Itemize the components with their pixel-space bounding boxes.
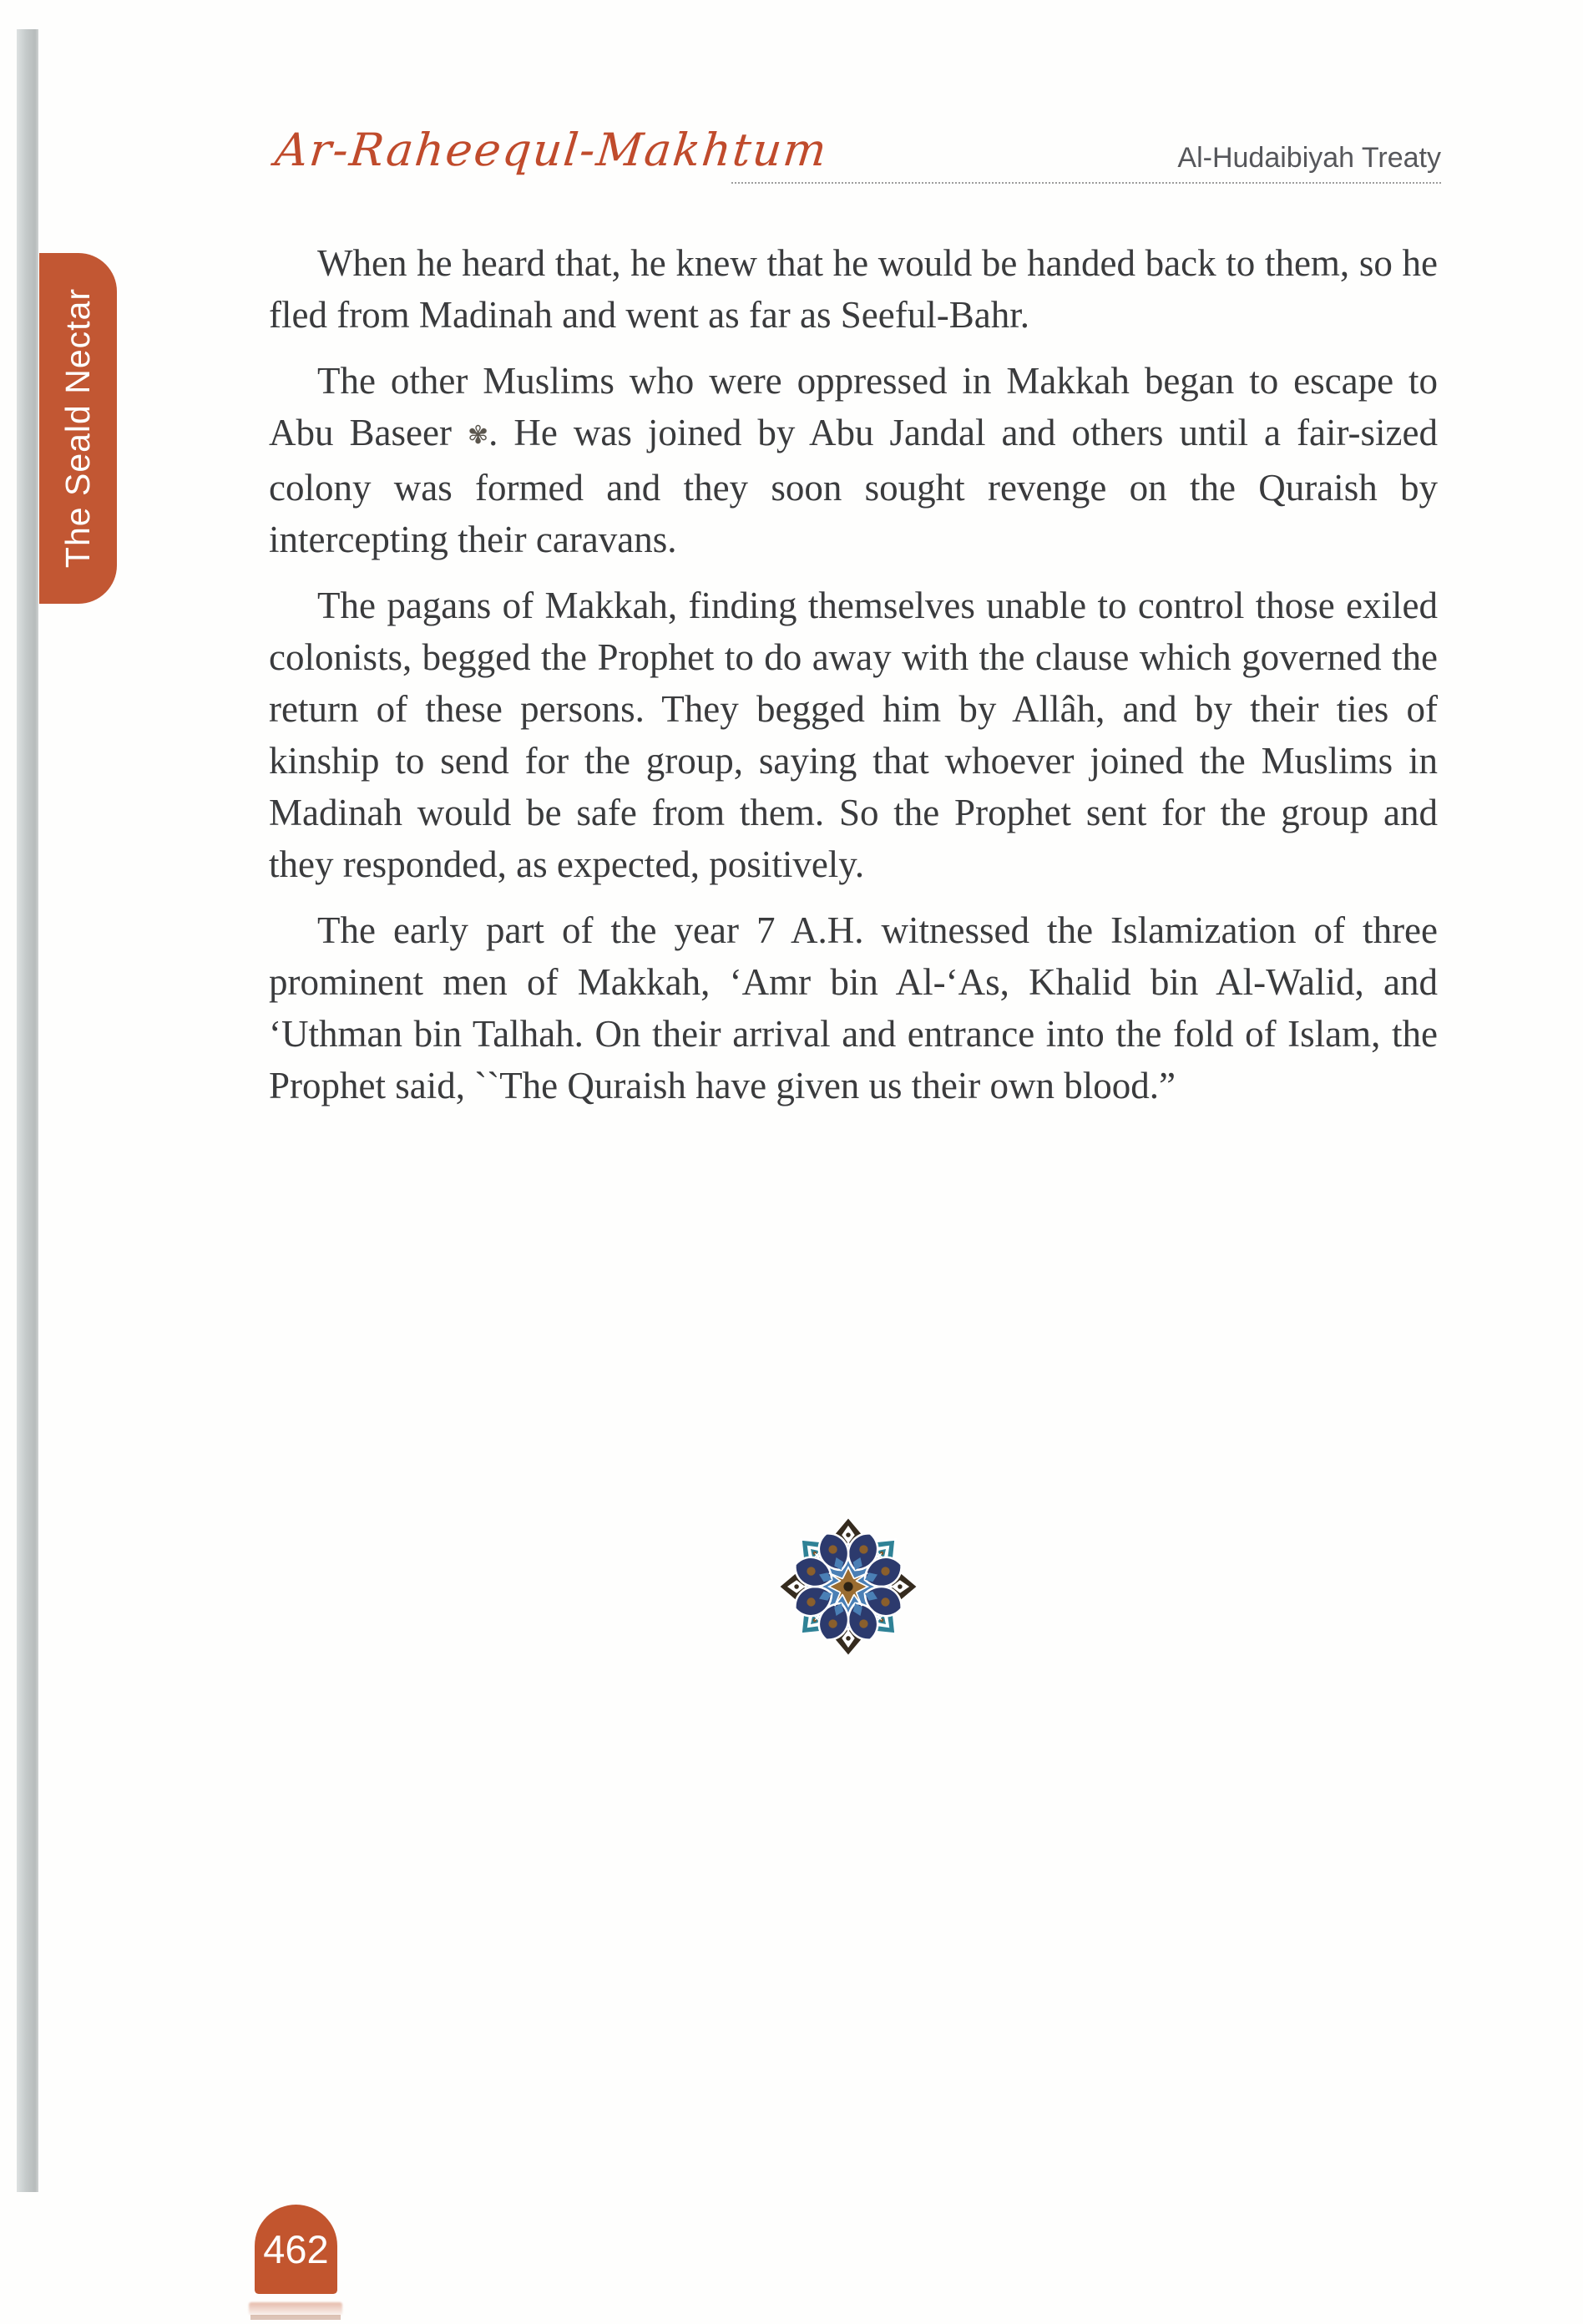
page-number-badge — [255, 2205, 337, 2294]
book-title-calligraphy: Ar-Raheequl-Makhtum — [272, 124, 831, 176]
paragraph: When he heard that, he knew that he would be handed back to them, so he fled from Madinah and went as far as Seeful-Bahr. — [269, 242, 1438, 336]
paragraph — [269, 355, 1438, 565]
page-spine-strip — [17, 29, 38, 2192]
page-badge-underline — [250, 2315, 341, 2320]
page-number: 462 — [263, 2227, 329, 2271]
islamic-rosette-ornament — [776, 1513, 920, 1660]
chapter-title: Al-Hudaibiyah Treaty — [1177, 142, 1441, 174]
paragraph: The early part of the year 7 A.H. witnessed the Islamization of three prominent men of Makkah, ‘Amr bin Al-‘As, Khalid bin Al-Walid, and ‘Uthman bin Talhah. On their arrival and entrance into the fold of Islam, the Prophet said, ``The Quraish have given us their own blood.” — [269, 909, 1438, 1106]
body-text — [269, 237, 1438, 1126]
paragraph-text: The other Muslims who were oppressed in Makkah began to escape to Abu Baseer — [269, 360, 1438, 453]
honorific-symbol: ✾ — [467, 422, 489, 449]
side-tab-label: The Seald Nectar — [58, 288, 97, 569]
paragraph-text: . He was joined by Abu Jandal and others until a fair-sized colony was formed and they soon sought revenge on the Quraish by intercepting their caravans. — [269, 412, 1438, 560]
side-tab — [39, 253, 117, 604]
page-badge-reflection — [249, 2302, 342, 2316]
paragraph: The pagans of Makkah, finding themselves unable to control those exiled colonists, begged the Prophet to do away with the clause which governed the return of these persons. They begged him by Allâh, and by their ties of kinship to send for the group, saying that whoever joined the Muslims in Madinah would be safe from them. So the Prophet sent for the group and they responded, as expected, positively. — [269, 585, 1438, 885]
